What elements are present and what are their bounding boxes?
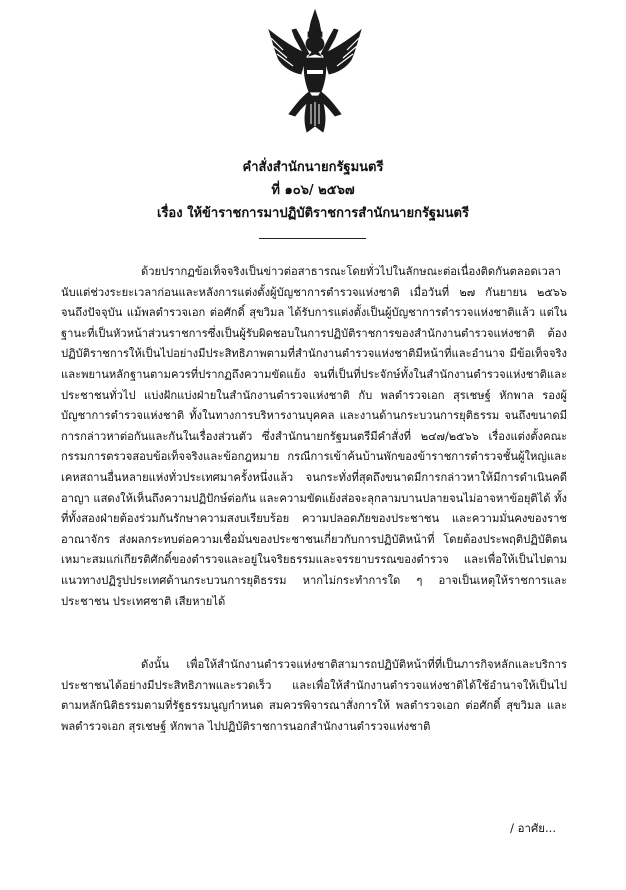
header-divider (259, 238, 366, 239)
body-paragraph-2: ดังนั้น เพื่อให้สำนักงานตำรวจแห่งชาติสามารถปฏิบัติหน้าที่ที่เป็นภารกิจหลักและบริการประชาชนได้อย่างมีประสิทธิภาพและรวดเร็ว และเพื่อให้สำนักงานตำรวจแห่งชาติได้ใช้อำนาจให้เป็นไปตามหลักนิติธรรมตามที่รัฐธรรมนูญกำหนด สมควรพิจารณาสั่งการให้ พลตำรวจเอก ต่อศักดิ์ สุขวิมล และ พลตำรวจเอก สุรเชษฐ์ หักพาล ไปปฏิบัติราชการนอกสำนักงานตำรวจแห่งชาติ (61, 658, 567, 733)
continued-on-next-page: / อาศัย... (510, 821, 556, 835)
order-subject: เรื่อง ให้ข้าราชการมาปฏิบัติราชการสำนักนายกรัฐมนตรี (157, 206, 469, 221)
garuda-emblem-icon (265, 8, 365, 136)
order-title: คำสั่งสำนักนายกรัฐมนตรี (242, 160, 384, 175)
order-number: ที่ ๑๐๖/ ๒๕๖๗ (271, 183, 355, 198)
body-paragraph-1: ด้วยปรากฏข้อเท็จจริงเป็นข่าวต่อสาธารณะโดยทั่วไปในลักษณะต่อเนื่องติดกันตลอดเวลา นับแต่ช่วงระยะเวลาก่อนและหลังการแต่งตั้งผู้บัญชาการตำรวจแห่งชาติ เมื่อวันที่ ๒๗ กันยายน ๒๕๖๖ จนถึงปัจจุบัน แม้พลตำรวจเอก ต่อศักดิ์ สุขวิมล ได้รับการแต่งตั้งเป็นผู้บัญชาการตำรวจแห่งชาติแล้ว แต่ในฐานะที่เป็นหัวหน้าส่วนราชการซึ่งเป็นผู้รับผิดชอบในการปฏิบัติราชการของสำนักงานตำรวจแห่งชาติ ต้องปฏิบัติราชการให้เป็นไปอย่างมีประสิทธิภาพตามที่สำนักงานตำรวจแห่งชาติมีหน้าที่และอำนาจ มีข้อเท็จจริงและพยานหลักฐานตามควรที่ปรากฏถึงความขัดแย้ง จนที่เป็นที่ประจักษ์ทั้งในสำนักงานตำรวจแห่งชาติและประชาชนทั่วไป แบ่งฝักแบ่งฝ่ายในสำนักงานตำรวจแห่งชาติ กับ พลตำรวจเอก สุรเชษฐ์ หักพาล รองผู้บัญชาการตำรวจแห่งชาติ ทั้งในทางการบริหารงานบุคคล และงานด้านกระบวนการยุติธรรม จนถึงขนาดมีการกล่าวหาต่อกันและกันในเรื่องส่วนตัว ซึ่งสำนักนายกรัฐมนตรีมีคำสั่งที่ ๒๔๗/๒๕๖๖ เรื่องแต่งตั้งคณะกรรมการตรวจสอบข้อเท็จจริงและข้อกฎหมาย กรณีการเข้าค้นบ้านพักของข้าราชการตำรวจชั้นผู้ใหญ่และเคหสถานอื่นหลายแห่งทั่วประเทศมาครั้งหนึ่งแล้ว จนกระทั่งที่สุดถึงขนาดมีการกล่าวหาให้มีการดำเนินคดีอาญา แสดงให้เห็นถึงความปฏิปักษ์ต่อกัน และความขัดแย้งส่อจะลุกลามบานปลายจนไม่อาจหาข้อยุติได้ ทั้งที่ทั้งสองฝ่ายต้องร่วมกันรักษาความสงบเรียบร้อย ความปลอดภัยของประชาชน และความมั่นคงของราชอาณาจักร ส่งผลกระทบต่อความเชื่อมั่นของประชาชนเกี่ยวกับการปฏิบัติหน้าที่ โดยต้องประพฤติปฏิบัติตนเหมาะสมแก่เกียรติศักดิ์ของตำรวจและอยู่ในจริยธรรมและจรรยาบรรณของตำรวจ และเพื่อให้เป็นไปตามแนวทางปฏิรูปประเทศด้านกระบวนการยุติธรรม หากไม่กระทำการใด ๆ อาจเป็นเหตุให้ราชการและประชาชน ประเทศชาติ เสียหายได้ (61, 265, 567, 608)
